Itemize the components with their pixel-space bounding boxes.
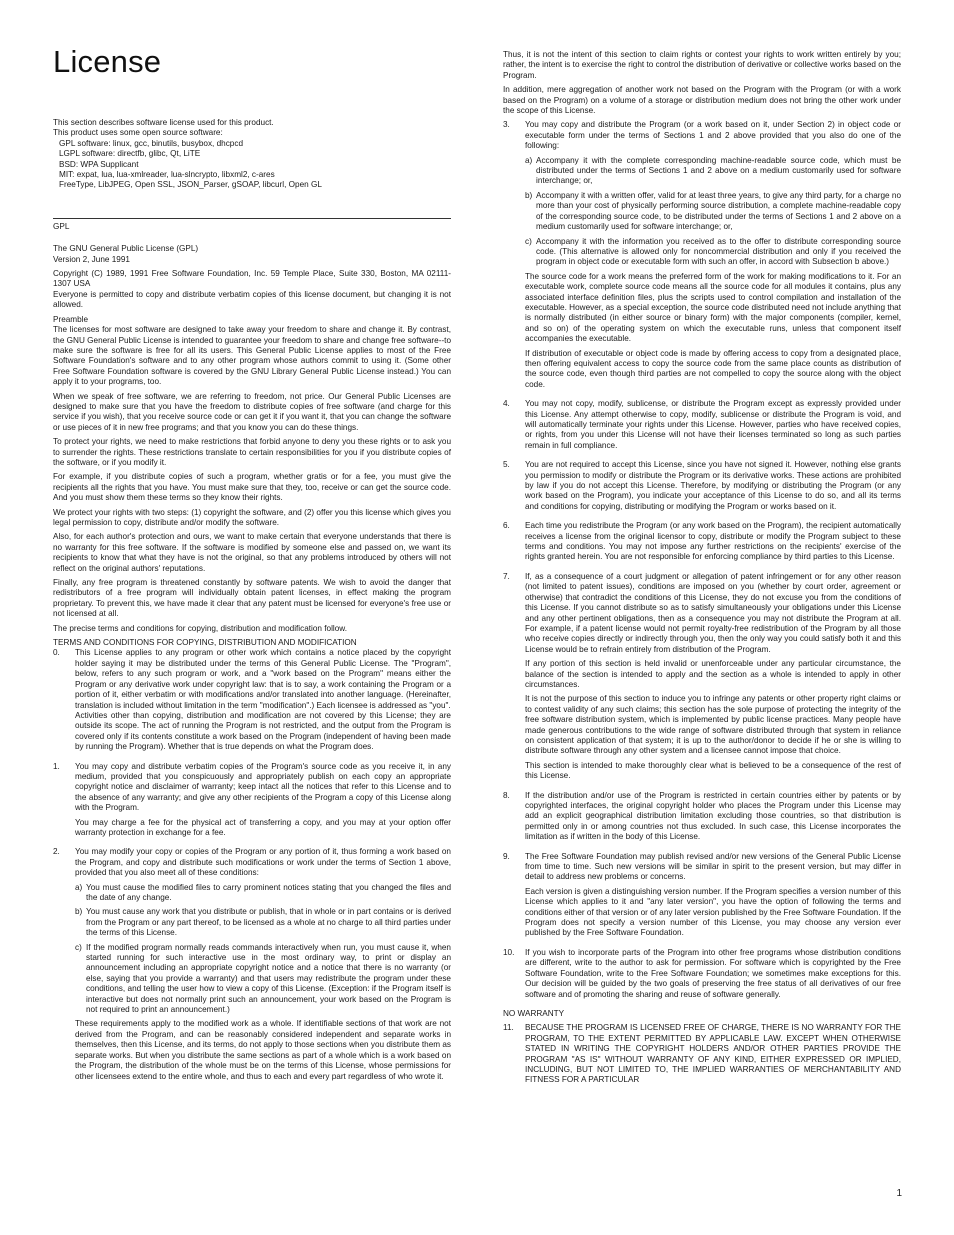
term-paragraph: You may charge a fee for the physical act of transferring a copy, and you may at your option offer warranty protection in exchange for a fee.	[75, 817, 451, 837]
term-item-9	[503, 852, 901, 943]
term-number: 0.	[53, 648, 60, 658]
term-number: 8.	[503, 790, 510, 800]
copyright-notice: Copyright (C) 1989, 1991 Free Software Foundation, Inc. 59 Temple Place, Suite 330, Boston, MA 02111-1307 USA	[53, 269, 451, 289]
term-paragraph: If the distribution and/or use of the Program is restricted in certain countries either by patents or by copyrighted interfaces, the original copyright holder who places the Program under this License may add an explicit geographical distribution limitation excluding those countries, so that distribution is permitted only in or among countries not thus excluded. In such case, this License incorporates the limitation as if written in the body of this License.	[525, 790, 901, 842]
term-paragraph: This section is intended to make thoroughly clear what is believed to be a consequence of the rest of this License.	[525, 760, 901, 781]
term-paragraph: This License applies to any program or other work which contains a notice placed by the copyright holder saying it may be distributed under the terms of this General Public License. The "Program", below, refers to any such program or work, and a "work based on the Program" means either the Program or any derivative work under copyright law: that is to say, a work containing the Program or a portion of it, either verbatim or with modifications and/or translated into another language. (Hereinafter, translation is included without limitation in the term "modification".) Each licensee is addressed as "you".	[75, 648, 451, 710]
term-item-0	[53, 648, 451, 756]
sub-item-label: a)	[525, 155, 533, 165]
term-number: 7.	[503, 571, 510, 581]
sub-item-label: b)	[525, 190, 533, 200]
term-paragraph: If, as a consequence of a court judgment or allegation of patent infringement or for any other reason (not limited to patent issues), conditions are imposed on you (whether by court order, agreement or otherwise) that contradict the conditions of this License, they do not excuse you from the conditions of this License. If you cannot distribute so as to satisfy simultaneously your obligations under this License and any other pertinent obligations, then as a consequence you may not distribute the Program at all. For example, if a patent license would not permit royalty-free redistribution of the Program by all those who receive copies directly or indirectly through you, then the only way you could satisfy both it and this License would be to refrain entirely from distribution of the Program.	[525, 571, 901, 654]
term-item-4	[503, 399, 901, 455]
gpl-heading: GPL	[53, 221, 70, 231]
left-column	[53, 118, 451, 1091]
sub-item-label: a)	[75, 882, 83, 892]
preamble-paragraph: The licenses for most software are designed to take away your freedom to share and change it. By contrast, the GNU General Public License is intended to guarantee your freedom to share and change free software--to make sure the software is free for all its users. This General Public License applies to most of the Free Software Foundation's software and to any other program whose authors commit to using it. (Some other Free Software Foundation software is covered by the GNU Library General Public License instead.) You can apply it to your programs, too.	[53, 325, 451, 387]
sub-item-label: b)	[75, 907, 83, 917]
continuation-paragraph: In addition, mere aggregation of another work not based on the Program with the Program (or with a work based on the Program) on a volume of a storage or distribution medium does not bring the other work under the scope of this License.	[503, 85, 901, 116]
term-number: 2.	[53, 847, 60, 857]
term-number: 4.	[503, 399, 510, 409]
software-list-item: BSD: WPA Supplicant	[59, 159, 139, 169]
term-paragraph: The Free Software Foundation may publish revised and/or new versions of the General Public License from time to time. Such new versions will be similar in spirit to the present version, but may differ in detail to address new problems or concerns.	[525, 851, 901, 882]
preamble-paragraph: Finally, any free program is threatened constantly by software patents. We wish to avoid the danger that redistributors of a free program will individually obtain patent licenses, in effect making the program proprietary. To prevent this, we have made it clear that any patent must be licensed for everyone's free use or not licensed at all.	[53, 578, 451, 619]
sub-item-a	[525, 156, 901, 187]
preamble-paragraph: For example, if you distribute copies of such a program, whether gratis or for a fee, you must give the recipients all the rights that you have. You must make sure that they, too, receive or can get the source code. And you must show them these terms so they know their rights.	[53, 472, 451, 503]
sub-item-c	[75, 943, 451, 1016]
term-paragraph: You are not required to accept this License, since you have not signed it. However, nothing else grants you permission to modify or distribute the Program or its derivative works. These actions are prohibited by law if you do not accept this License. Therefore, by modifying or distributing the Program (or any work based on the Program), you indicate your acceptance of this License to do so, and all its terms and conditions for copying, distributing or modifying the Program or works based on it.	[525, 460, 901, 511]
term-item-5	[503, 460, 901, 516]
term-number: 11.	[503, 1023, 514, 1033]
sub-item-text: Accompany it with the information you received as to the offer to distribute corresponding source code. (This alternative is allowed only for noncommercial distribution and only if you received the program in object code or executable form with such an offer, in accord with Subsection b above.)	[536, 236, 901, 267]
term-number: 9.	[503, 851, 510, 861]
term-paragraph: BECAUSE THE PROGRAM IS LICENSED FREE OF CHARGE, THERE IS NO WARRANTY FOR THE PROGRAM, TO THE EXTENT PERMITTED BY APPLICABLE LAW. EXCEPT WHEN OTHERWISE STATED IN WRITING THE COPYRIGHT HOLDERS AND/OR OTHER PARTIES PROVIDE THE PROGRAM "AS IS" WITHOUT WARRANTY OF ANY KIND, EITHER EXPRESSED OR IMPLIED, INCLUDING, BUT NOT LIMITED TO, THE IMPLIED WARRANTIES OF MERCHANTABILITY AND FITNESS FOR A PARTICULAR	[525, 1023, 901, 1085]
software-list-item: MIT: expat, lua, lua-xmlreader, lua-slncrypto, libxml2, c-ares	[59, 170, 275, 180]
term-item-2	[53, 847, 451, 1086]
term-item-7	[503, 572, 901, 786]
page-number: 1	[896, 1188, 902, 1199]
sub-item-text: Accompany it with a written offer, valid for at least three years, to give any third party, for a charge no more than your cost of physically performing source distribution, a complete machine-readable copy of the corresponding source code, to be distributed under the terms of Sections 1 and 2 above on a medium customarily used for software interchange; or,	[536, 190, 901, 232]
license-version: Version 2, June 1991	[53, 254, 130, 264]
term-item-10	[503, 948, 901, 1004]
intro-line: This section describes software license used for this product.	[53, 118, 274, 127]
page-title: License	[53, 44, 162, 79]
preamble-paragraph: We protect your rights with two steps: (1) copyright the software, and (2) offer you this license which gives you legal permission to copy, distribute and/or modify the software.	[53, 507, 451, 527]
term-paragraph: Each time you redistribute the Program (or any work based on the Program), the recipient automatically receives a license from the original licensor to copy, distribute or modify the Program subject to these terms and conditions. You may not impose any further restrictions on the recipients' exercise of the rights granted herein. You are not responsible for enforcing compliance by third parties to this License.	[525, 521, 901, 562]
sub-item-c	[525, 237, 901, 268]
term-number: 10.	[503, 947, 515, 957]
software-list-item: FreeType, LibJPEG, Open SSL, JSON_Parser, gSOAP, libcurl, Open GL	[59, 180, 322, 190]
sub-item-text: Accompany it with the complete corresponding machine-readable source code, which must be distributed under the terms of Sections 1 and 2 above on a medium customarily used for software interchange; or,	[536, 155, 901, 186]
term-number: 5.	[503, 460, 510, 470]
sub-item-b	[75, 907, 451, 938]
term-item-8	[503, 791, 901, 847]
term-paragraph: You may modify your copy or copies of the Program or any portion of it, thus forming a work based on the Program, and copy and distribute such modifications or work under the terms of Section 1 above, provided that you also meet all of these conditions:	[75, 847, 451, 878]
preamble-heading: Preamble	[53, 314, 89, 324]
sub-item-label: c)	[75, 942, 82, 952]
term-item-11	[503, 1023, 901, 1085]
intro-line: This product uses some open source software:	[53, 128, 223, 138]
term-number: 3.	[503, 120, 510, 130]
term-paragraph: Activities other than copying, distribution and modification are not covered by this License; they are outside its scope. The act of running the Program is not restricted, and the output from the Program is covered only if its contents constitute a work based on the Program (independent of having been made by running the Program). Whether that is true depends on what the Program does.	[75, 710, 451, 752]
no-warranty-heading: NO WARRANTY	[503, 1008, 565, 1018]
terms-heading: TERMS AND CONDITIONS FOR COPYING, DISTRIBUTION AND MODIFICATION	[53, 638, 357, 648]
permission-notice: Everyone is permitted to copy and distribute verbatim copies of this license document, but changing it is not allowed.	[53, 289, 451, 310]
term-paragraph: The source code for a work means the preferred form of the work for making modifications to it. For an executable work, complete source code means all the source code for all modules it contains, plus any associated interface definition files, plus the scripts used to control compilation and installation of the executable. However, as a special exception, the source code distributed need not include anything that is normally distributed (in either source or binary form) with the major components (compiler, kernel, and so on) of the operating system on which the executable runs, unless that component itself accompanies the executable.	[525, 271, 901, 344]
continuation-paragraph: Thus, it is not the intent of this section to claim rights or contest your rights to work written entirely by you; rather, the intent is to exercise the right to control the distribution of derivative or collective works based on the Program.	[503, 50, 901, 80]
term-paragraph: These requirements apply to the modified work as a whole. If identifiable sections of that work are not derived from the Program, and can be reasonably considered independent and separate works in themselves, then this License, and its terms, do not apply to those sections when you distribute them as separate works. But when you distribute the same sections as part of a whole which is a work based on the Program, the distribution of the whole must be on the terms of this License, whose permissions for other licensees extend to the entire whole, and thus to each and every part regardless of who wrote it.	[75, 1019, 451, 1081]
preamble-paragraph: Also, for each author's protection and ours, we want to make certain that everyone understands that there is no warranty for this free software. If the software is modified by someone else and passed on, we want its recipients to know that what they have is not the original, so that any problems introduced by others will not reflect on the original authors' reputations.	[53, 532, 451, 573]
preamble-paragraph: The precise terms and conditions for copying, distribution and modification follow.	[53, 623, 347, 633]
sub-item-b	[525, 191, 901, 233]
term-item-1	[53, 762, 451, 843]
preamble-paragraph: To protect your rights, we need to make restrictions that forbid anyone to deny you these rights or to ask you to surrender the rights. These restrictions translate to certain responsibilities for you if you distribute copies of the software, or if you modify it.	[53, 437, 451, 467]
sub-item-label: c)	[525, 236, 532, 246]
term-number: 1.	[53, 761, 60, 771]
term-paragraph: You may copy and distribute the Program (or a work based on it, under Section 2) in object code or executable form under the terms of Sections 1 and 2 above provided that you also do one of the following:	[525, 120, 901, 151]
preamble-paragraph: When we speak of free software, we are referring to freedom, not price. Our General Public Licenses are designed to make sure that you have the freedom to distribute copies of free software (and charge for this service if you wish), that you receive source code or can get it if you want it, that you can change the software or use pieces of it in new free programs; and that you know you can do these things.	[53, 391, 451, 432]
term-paragraph: Each version is given a distinguishing version number. If the Program specifies a version number of this License which applies to it and "any later version", you have the option of following the terms and conditions either of that version or of any later version published by the Free Software Foundation. If the Program does not specify a version number of this License, you may choose any version ever published by the Free Software Foundation.	[525, 886, 901, 938]
sub-item-a	[75, 883, 451, 904]
sub-item-text: You must cause the modified files to carry prominent notices stating that you changed the files and the date of any change.	[86, 882, 451, 902]
term-paragraph: You may copy and distribute verbatim copies of the Program's source code as you receive it, in any medium, provided that you conspicuously and appropriately publish on each copy an appropriate copyright notice and disclaimer of warranty; keep intact all the notices that refer to this License and to the absence of any warranty; and give any other recipients of the Program a copy of this License along with the Program.	[75, 761, 451, 813]
intro-section	[53, 118, 451, 191]
term-number: 6.	[503, 521, 510, 531]
term-paragraph: If any portion of this section is held invalid or unenforceable under any particular circumstance, the balance of the section is intended to apply and the section as a whole is intended to apply in other circumstances.	[525, 659, 901, 689]
term-paragraph: If you wish to incorporate parts of the Program into other free programs whose distribution conditions are different, write to the author to ask for permission. For software which is copyrighted by the Free Software Foundation, write to the Free Software Foundation; we sometimes make exceptions for this. Our decision will be guided by the two goals of preserving the free status of all derivatives of our free software and of promoting the sharing and reuse of software generally.	[525, 947, 901, 999]
software-list-item: LGPL software: directfb, glibc, Qt, LiTE	[59, 149, 201, 159]
section-divider	[53, 218, 451, 219]
license-name: The GNU General Public License (GPL)	[53, 244, 199, 254]
term-paragraph: You may not copy, modify, sublicense, or distribute the Program except as expressly provided under this License. Any attempt otherwise to copy, modify, sublicense or distribute the Program is void, and will automatically terminate your rights under this License. However, parties who have received copies, or rights, from you under this License will not have their licenses terminated so long as such parties remain in full compliance.	[525, 399, 901, 450]
term-paragraph: If distribution of executable or object code is made by offering access to copy from a designated place, then offering equivalent access to copy the source code from the same place counts as distribution of the source code, even though third parties are not compelled to copy the source along with the object code.	[525, 348, 901, 389]
term-item-3	[503, 120, 901, 394]
right-column	[503, 50, 901, 1091]
sub-item-text: If the modified program normally reads commands interactively when run, you must cause it, when started running for such interactive use in the most ordinary way, to print or display an announcement including an appropriate copyright notice and a notice that there is no warranty (or else, saying that you provide a warranty) and that users may redistribute the program under these conditions, and telling the user how to view a copy of this License. (Exception: if the Program itself is interactive but does not normally print such an announcement, your work based on the Program is not required to print an announcement.)	[86, 942, 451, 1015]
term-paragraph: It is not the purpose of this section to induce you to infringe any patents or other property right claims or to contest validity of any such claims; this section has the sole purpose of protecting the integrity of the free software distribution system, which is implemented by public license practices. Many people have made generous contributions to the wide range of software distributed through that system in reliance on consistent application of that system; it is up to the author/donor to decide if he or she is willing to distribute software through any other system and a licensee cannot impose that choice.	[525, 694, 901, 756]
term-item-6	[503, 521, 901, 567]
sub-item-text: You must cause any work that you distribute or publish, that in whole or in part contains or is derived from the Program or any part thereof, to be licensed as a whole at no charge to all third parties under the terms of this License.	[86, 907, 451, 938]
software-list-item: GPL software: linux, gcc, binutils, busybox, dhcpcd	[59, 138, 244, 148]
